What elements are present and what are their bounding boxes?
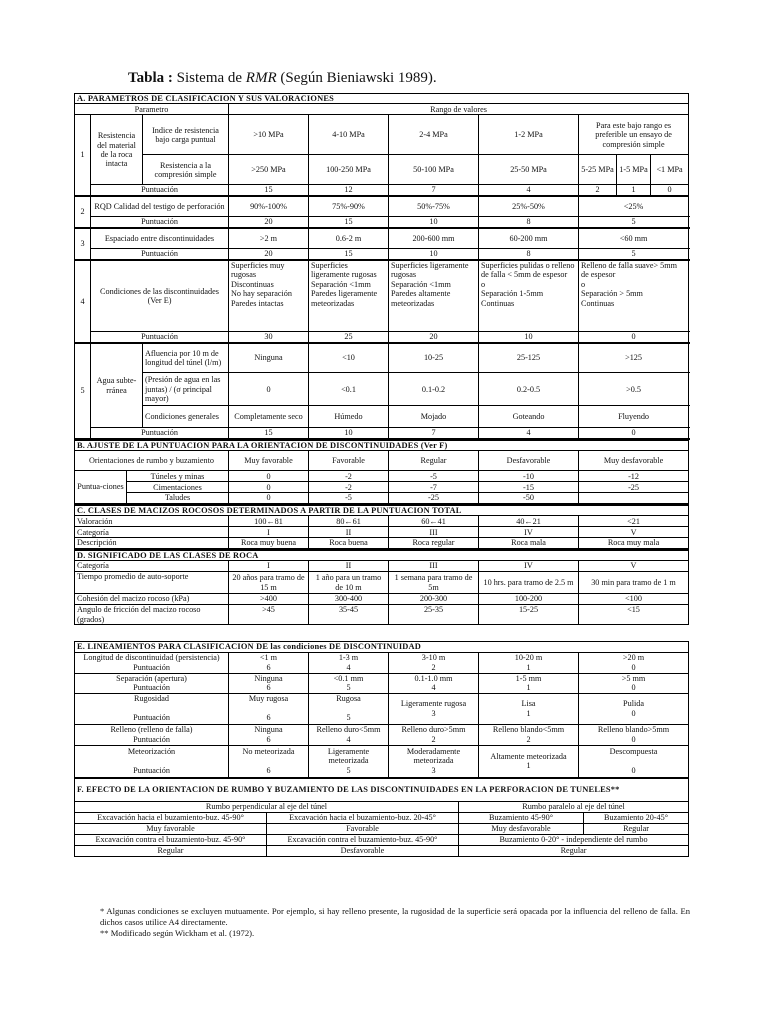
cell: -2	[309, 471, 389, 482]
cell: 0	[229, 482, 309, 493]
cell: 10-25	[389, 343, 479, 373]
row-label: Separación (apertura) Puntuación	[75, 673, 229, 693]
sub-param: Condiciones generales	[143, 406, 229, 428]
cell: Muy rugosa 6	[229, 693, 309, 724]
cell: 300-400	[309, 594, 389, 605]
cell: 3-10 m 2	[389, 652, 479, 673]
table-b	[74, 440, 689, 505]
cell: 1 año para un tramo de 10 m	[309, 572, 389, 594]
col-head: Muy desfavorable	[579, 451, 689, 471]
row-label: Rugosidad Puntuación	[75, 693, 229, 724]
cell: Fluyendo	[579, 406, 689, 428]
cell: 60←41	[389, 516, 479, 527]
sub-param: (Presión de agua en las juntas) / (σ principal mayor)	[143, 373, 229, 406]
param-num: 4	[75, 260, 91, 343]
cell: 10	[479, 332, 579, 343]
cell: 60-200 mm	[479, 228, 579, 249]
cell: Húmedo	[309, 406, 389, 428]
cell: 5	[579, 249, 689, 260]
cell: IV	[479, 527, 579, 538]
cell: I	[229, 561, 309, 572]
cell: -2	[309, 482, 389, 493]
cell: <60 mm	[579, 228, 689, 249]
table-a	[74, 93, 689, 440]
cell: 12	[309, 185, 389, 196]
row-label: Relleno (relleno de falla) Puntuación	[75, 724, 229, 745]
footnote-2: ** Modificado según Wickham et al. (1972).	[100, 928, 255, 938]
cell: 0	[579, 332, 689, 343]
cell: 200-600 mm	[389, 228, 479, 249]
cell: Relleno blando<5mm 2	[479, 724, 579, 745]
cell: Excavación contra el buzamiento-buz. 45-90°	[75, 834, 267, 845]
row-label: Tiempo promedio de auto-soporte	[75, 572, 229, 594]
cell: Completamente seco	[229, 406, 309, 428]
cell	[579, 493, 689, 504]
cell: -10	[479, 471, 579, 482]
punt-label: Puntuación	[91, 249, 229, 260]
cell: Excavación contra el buzamiento-buz. 45-90°	[267, 834, 459, 845]
col-head: Desfavorable	[479, 451, 579, 471]
row-label: Categoría	[75, 527, 229, 538]
cell: 20	[389, 332, 479, 343]
cell: Superficies pulidas o relleno de falla < 5mm de espesor o Separación 1-5mm Continuas	[479, 260, 579, 332]
table-d	[74, 550, 689, 625]
cell: 1 semana para tramo de 5m	[389, 572, 479, 594]
cell: >125	[579, 343, 689, 373]
cell: Regular	[584, 823, 689, 834]
sub-param: Indice de resistencia bajo carga puntual	[143, 115, 229, 155]
cell: 0.1-0.2	[389, 373, 479, 406]
cell: >45	[229, 605, 309, 625]
cell: 2-4 MPa	[389, 115, 479, 155]
cell: 1	[617, 185, 651, 196]
cell: -25	[579, 482, 689, 493]
cell: V	[579, 561, 689, 572]
cell: Desfavorable	[267, 845, 459, 856]
row-label: Orientaciones de rumbo y buzamiento	[75, 451, 229, 471]
cell: 0.2-0.5	[479, 373, 579, 406]
cell: 25-35	[389, 605, 479, 625]
table-f	[74, 778, 689, 857]
rmr-table	[74, 93, 688, 857]
cell: 15	[309, 217, 389, 228]
cell: Buzamiento 20-45°	[584, 812, 689, 823]
cell: 20	[229, 217, 309, 228]
row-label: Valoración	[75, 516, 229, 527]
cell: -50	[479, 493, 579, 504]
page-title: Tabla : Sistema de RMR (Según Bieniawski 1989).	[128, 70, 437, 86]
cell: II	[309, 527, 389, 538]
param-name: Espaciado entre discontinuidades	[91, 228, 229, 249]
param-num: 1	[75, 115, 91, 196]
cell: 0	[229, 493, 309, 504]
cell: 50-100 MPa	[389, 155, 479, 185]
row-label: Descripción	[75, 538, 229, 549]
cell: >400	[229, 594, 309, 605]
cell: IV	[479, 561, 579, 572]
punt-label: Puntuación	[91, 217, 229, 228]
cell: Moderadamente meteorizada 3	[389, 745, 479, 777]
cell: 0.1-1.0 mm 4	[389, 673, 479, 693]
cell: III	[389, 527, 479, 538]
cell: 10-20 m 1	[479, 652, 579, 673]
cell: 90%-100%	[229, 196, 309, 217]
col-head: Muy favorable	[229, 451, 309, 471]
cell: 100-250 MPa	[309, 155, 389, 185]
param-num: 2	[75, 196, 91, 228]
cell: II	[309, 561, 389, 572]
cell: 10 hrs. para tramo de 2.5 m	[479, 572, 579, 594]
sub-param: Resistencia a la compresión simple	[143, 155, 229, 185]
footnote-1: * Algunas condiciones se excluyen mutuamente. Por ejemplo, si hay relleno presente, la rugosidad de la superficie será opacada por la influencia del relleno de falla. En dichos casos utilice A4 directamente.	[100, 906, 690, 927]
cell: 7	[389, 185, 479, 196]
cell: <21	[579, 516, 689, 527]
cell: Excavación hacia el buzamiento-buz. 45-90°	[75, 812, 267, 823]
cell: III	[389, 561, 479, 572]
cell: 40←21	[479, 516, 579, 527]
cell: 0	[651, 185, 689, 196]
cell: >20 m 0	[579, 652, 689, 673]
row-label: Longitud de discontinuidad (persistencia) Puntuación	[75, 652, 229, 673]
cell: 1-2 MPa	[479, 115, 579, 155]
cell: 30	[229, 332, 309, 343]
section-d-header: D. SIGNIFICADO DE LAS CLASES DE ROCA	[75, 550, 689, 560]
cell: 15	[309, 249, 389, 260]
row-label: Cohesión del macizo rocoso (kPa)	[75, 594, 229, 605]
cell: >10 MPa	[229, 115, 309, 155]
row-label: Túneles y minas	[127, 471, 229, 482]
cell: 2	[579, 185, 617, 196]
cell: 0	[229, 471, 309, 482]
table-c	[74, 505, 689, 550]
cell: -5	[389, 471, 479, 482]
group-label: Puntua-ciones	[75, 471, 127, 504]
cell: <25%	[579, 196, 689, 217]
cell: Muy desfavorable	[459, 823, 584, 834]
cell: 80←61	[309, 516, 389, 527]
cell: Buzamiento 45-90°	[459, 812, 584, 823]
cell: 15	[229, 428, 309, 439]
col-param: Parametro	[75, 104, 229, 115]
cell: 25	[309, 332, 389, 343]
cell: Ninguna 6	[229, 724, 309, 745]
cell: Goteando	[479, 406, 579, 428]
cell: 5	[579, 217, 689, 228]
section-e-header: E. LINEAMIENTOS PARA CLASIFICACION DE las condiciones DE DISCONTINUIDAD	[75, 642, 689, 652]
param-name: Condiciones de las discontinuidades (Ver E)	[91, 260, 229, 332]
cell: -5	[309, 493, 389, 504]
col-range: Rango de valores	[229, 104, 689, 115]
cell: Superficies ligeramente rugosas Separación <1mm Paredes ligeramente meteorizadas	[309, 260, 389, 332]
cell: 4	[479, 185, 579, 196]
cell: Roca buena	[309, 538, 389, 549]
cell: Pulida 0	[579, 693, 689, 724]
cell: 10	[389, 217, 479, 228]
cell: >5 mm 0	[579, 673, 689, 693]
punt-label: Puntuación	[91, 332, 229, 343]
cell: No meteorizada 6	[229, 745, 309, 777]
cell: 1-5 mm 1	[479, 673, 579, 693]
cell: 50%-75%	[389, 196, 479, 217]
cell: 0.6-2 m	[309, 228, 389, 249]
cell: Roca regular	[389, 538, 479, 549]
cell: 25%-50%	[479, 196, 579, 217]
cell: Descompuesta 0	[579, 745, 689, 777]
punt-label: Puntuación	[91, 185, 229, 196]
cell: 10	[389, 249, 479, 260]
cell: <0.1	[309, 373, 389, 406]
cell: 4-10 MPa	[309, 115, 389, 155]
cell: 8	[479, 249, 579, 260]
section-b-header: B. AJUSTE DE LA PUNTUACION PARA LA ORIENTACION DE DISCONTINUIDADES (Ver F)	[75, 440, 689, 450]
table-e	[74, 641, 689, 777]
cell: -25	[389, 493, 479, 504]
cell: <10	[309, 343, 389, 373]
section-c-header: C. CLASES DE MACIZOS ROCOSOS DETERMINADOS A PARTIR DE LA PUNTUACION TOTAL	[75, 505, 689, 515]
section-f-header: F. EFECTO DE LA ORIENTACION DE RUMBO Y BUZAMIENTO DE LAS DISCONTINUIDADES EN LA PERFORACION DE TUNELES**	[75, 778, 689, 801]
cell: Roca muy mala	[579, 538, 689, 549]
param-name: Agua subte-rránea	[91, 343, 143, 428]
cell: 10	[309, 428, 389, 439]
cell: Regular	[75, 845, 267, 856]
cell: Regular	[459, 845, 689, 856]
cell: Ligeramente rugosa 3	[389, 693, 479, 724]
cell: 4	[479, 428, 579, 439]
cell: 7	[389, 428, 479, 439]
cell: 100←81	[229, 516, 309, 527]
param-name: Resistencia del material de la roca intacta	[91, 115, 143, 185]
cell: 0	[229, 373, 309, 406]
cell: Favorable	[267, 823, 459, 834]
col-head: Rumbo perpendicular al eje del túnel	[75, 801, 459, 812]
cell: <1 MPa	[651, 155, 689, 185]
cell: <1 m 6	[229, 652, 309, 673]
cell: Relleno de falla suave> 5mm de espesor o Separación > 5mm Continuas	[579, 260, 689, 332]
row-label: Taludes	[127, 493, 229, 504]
cell: 25-125	[479, 343, 579, 373]
cell: Altamente meteorizada 1	[479, 745, 579, 777]
cell: Superficies ligeramente rugosas Separación <1mm Paredes altamente meteorizadas	[389, 260, 479, 332]
cell: 0	[579, 428, 689, 439]
row-label: Cimentaciones	[127, 482, 229, 493]
cell: Ligeramente meteorizada 5	[309, 745, 389, 777]
cell: <0.1 mm 5	[309, 673, 389, 693]
cell: 5-25 MPa	[579, 155, 617, 185]
cell: 100-200	[479, 594, 579, 605]
cell: 30 min para tramo de 1 m	[579, 572, 689, 594]
cell: Relleno blando>5mm 0	[579, 724, 689, 745]
cell: Excavación hacia el buzamiento-buz. 20-45°	[267, 812, 459, 823]
cell: Rugosa 5	[309, 693, 389, 724]
cell: Roca muy buena	[229, 538, 309, 549]
cell: 35-45	[309, 605, 389, 625]
row-label: Categoría	[75, 561, 229, 572]
cell: >2 m	[229, 228, 309, 249]
cell: Relleno duro<5mm 4	[309, 724, 389, 745]
cell: -12	[579, 471, 689, 482]
col-head: Rumbo paralelo al eje del túnel	[459, 801, 689, 812]
row-label: Angulo de fricción del macizo rocoso (grados)	[75, 605, 229, 625]
cell: 20 años para tramo de 15 m	[229, 572, 309, 594]
cell: Buzamiento 0-20° - independiente del rumbo	[459, 834, 689, 845]
cell: -15	[479, 482, 579, 493]
cell: 8	[479, 217, 579, 228]
cell: I	[229, 527, 309, 538]
cell: <15	[579, 605, 689, 625]
section-a-header: A. PARAMETROS DE CLASIFICACION Y SUS VALORACIONES	[75, 94, 689, 104]
cell: V	[579, 527, 689, 538]
cell-note: Para este bajo rango es preferible un ensayo de compresión simple	[579, 115, 689, 155]
col-head: Regular	[389, 451, 479, 471]
param-name: RQD Calidad del testigo de perforación	[91, 196, 229, 217]
cell: 15	[229, 185, 309, 196]
cell: Muy favorable	[75, 823, 267, 834]
col-head: Favorable	[309, 451, 389, 471]
cell: -7	[389, 482, 479, 493]
cell: Mojado	[389, 406, 479, 428]
cell: Lisa 1	[479, 693, 579, 724]
cell: 1-5 MPa	[617, 155, 651, 185]
cell: 1-3 m 4	[309, 652, 389, 673]
param-num: 3	[75, 228, 91, 260]
footnotes	[100, 906, 690, 939]
cell: Superficies muy rugosas Discontinuas No hay separación Paredes intactas	[229, 260, 309, 332]
cell: >0.5	[579, 373, 689, 406]
cell: 15-25	[479, 605, 579, 625]
cell: >250 MPa	[229, 155, 309, 185]
punt-label: Puntuación	[91, 428, 229, 439]
cell: <100	[579, 594, 689, 605]
row-label: Meteorización Puntuación	[75, 745, 229, 777]
cell: Ninguna	[229, 343, 309, 373]
param-num: 5	[75, 343, 91, 439]
cell: Roca mala	[479, 538, 579, 549]
cell: 200-300	[389, 594, 479, 605]
cell: 75%-90%	[309, 196, 389, 217]
cell: Relleno duro>5mm 2	[389, 724, 479, 745]
cell: Ninguna 6	[229, 673, 309, 693]
cell: 20	[229, 249, 309, 260]
cell: 25-50 MPa	[479, 155, 579, 185]
sub-param: Afluencia por 10 m de longitud del túnel (l/m)	[143, 343, 229, 373]
